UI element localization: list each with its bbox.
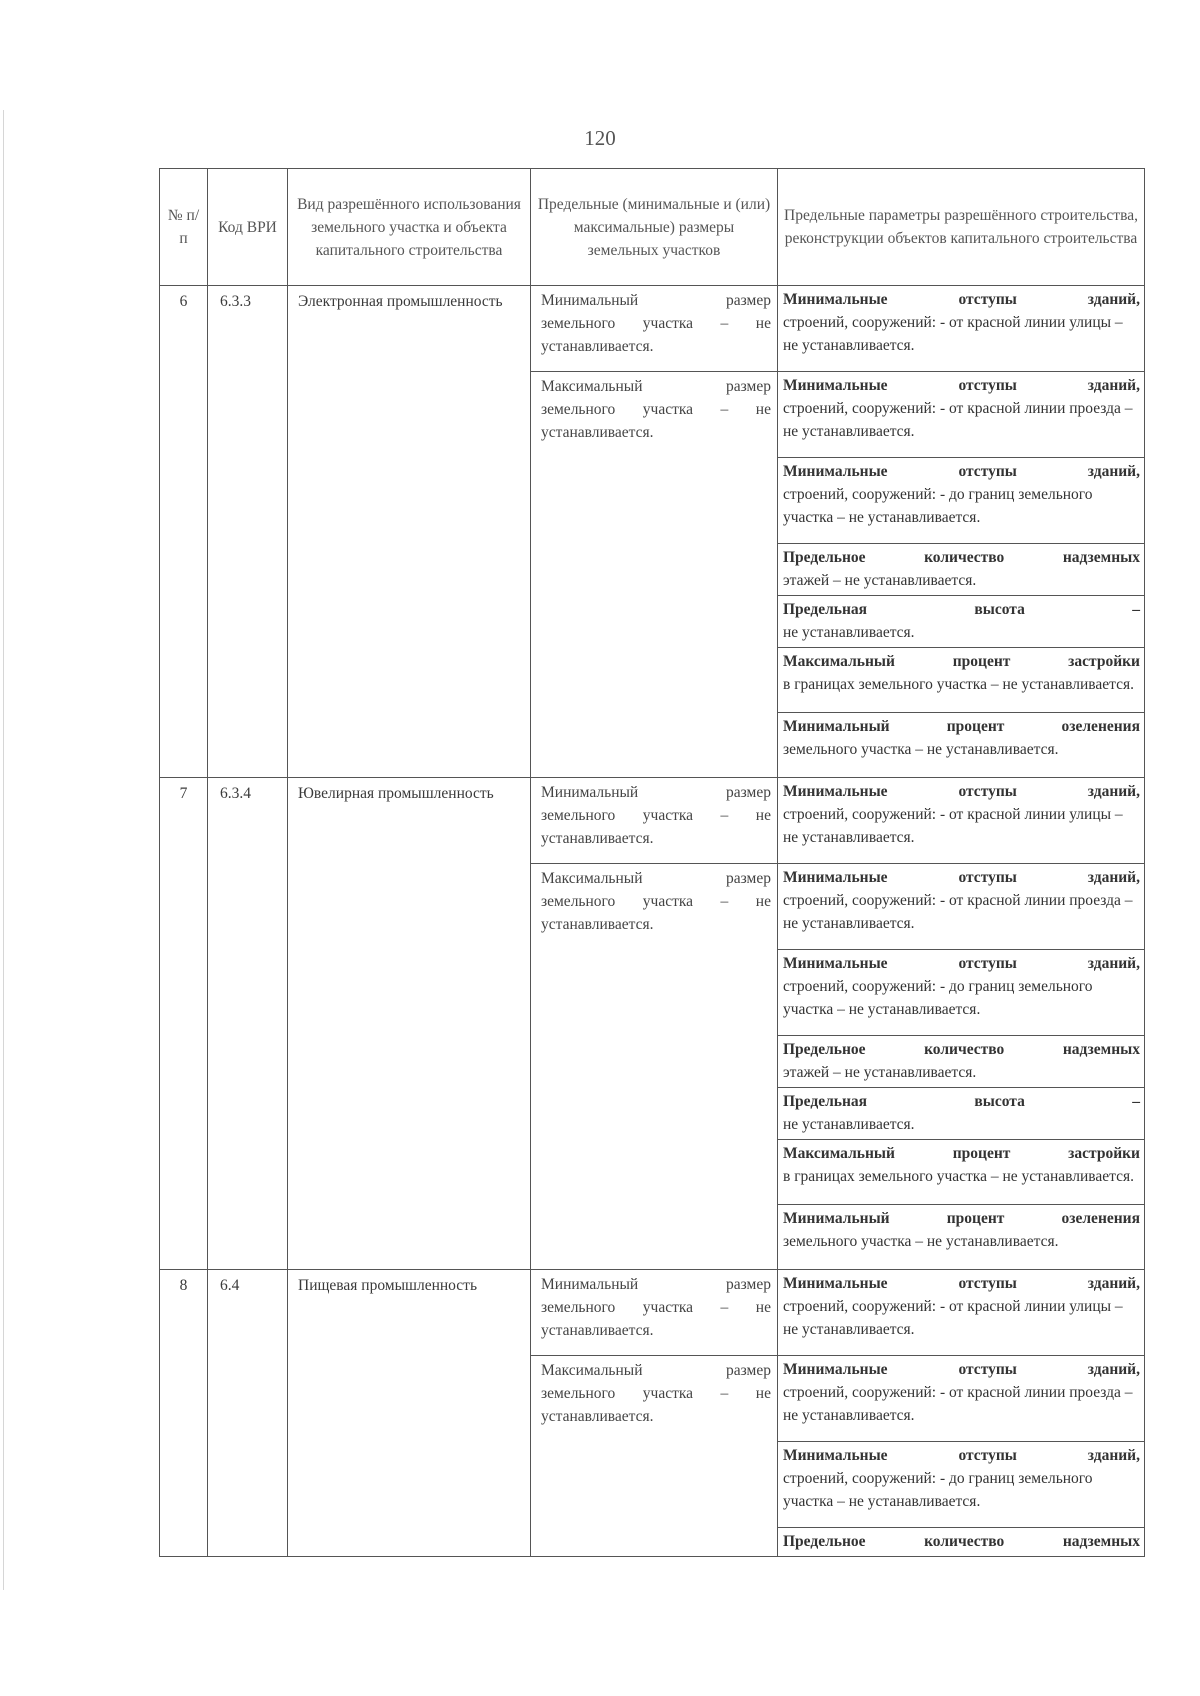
table-header-row [160,169,1145,286]
header-code: Код ВРИ [208,169,288,286]
scan-edge-line [3,110,4,1590]
row-number: 7 [160,778,208,1270]
param-text: этажей – не устанавливается. [783,572,977,589]
land-use-regulations-table [159,168,1145,1557]
header-use-kind: Вид разрешённого использования земельного участка и объекта капитального строительства [288,169,531,286]
param-text: в границах земельного участка – не устанавливается. [783,1168,1135,1185]
construction-param [778,372,1145,458]
use-kind-name: Пищевая промышленность [288,1270,531,1557]
header-lot-sizes: Предельные (минимальные и (или) максимальные) размеры земельных участков [531,169,778,286]
vri-code: 6.3.3 [208,286,288,778]
param-label: Предельная высота – [783,601,1140,618]
min-lot-label: Минимальный размер [541,784,771,801]
page-number: 120 [584,126,616,150]
param-text: земельного участка – не устанавливается. [783,1233,1059,1250]
param-label: Предельное количество надземных [783,549,1140,566]
min-lot-text: земельного участка – не устанавливается. [541,1299,771,1339]
max-lot-text: земельного участка – не устанавливается. [541,893,771,933]
construction-param [778,458,1145,544]
construction-param [778,596,1145,648]
table-row [160,778,1145,864]
min-lot-label: Минимальный размер [541,1276,771,1293]
param-text: строений, сооружений: - до границ земельного участка – не устанавливается. [783,486,1093,526]
param-label: Предельное количество надземных [783,1533,1140,1550]
param-text: земельного участка – не устанавливается. [783,741,1059,758]
vri-code: 6.4 [208,1270,288,1557]
vri-code: 6.3.4 [208,778,288,1270]
construction-param [778,1140,1145,1205]
min-lot-size [531,286,778,372]
param-text: строений, сооружений: - от красной линии проезда – не устанавливается. [783,1384,1133,1424]
header-number: № п/п [160,169,208,286]
param-label: Минимальные отступы зданий, [783,1361,1140,1378]
min-lot-label: Минимальный размер [541,292,771,309]
max-lot-size [531,1356,778,1557]
param-label: Максимальный процент застройки [783,653,1140,670]
min-lot-text: земельного участка – не устанавливается. [541,315,771,355]
use-kind-name: Электронная промышленность [288,286,531,778]
param-text: строений, сооружений: - от красной линии улицы – не устанавливается. [783,314,1123,354]
param-label: Минимальные отступы зданий, [783,291,1140,308]
param-label: Предельное количество надземных [783,1041,1140,1058]
construction-param [778,1205,1145,1270]
construction-param [778,1528,1145,1557]
param-label: Минимальные отступы зданий, [783,783,1140,800]
use-kind-name: Ювелирная промышленность [288,778,531,1270]
param-label: Минимальные отступы зданий, [783,463,1140,480]
row-number: 6 [160,286,208,778]
construction-param [778,1270,1145,1356]
param-label: Минимальный процент озеленения [783,718,1140,735]
header-construction-params: Предельные параметры разрешённого строительства, реконструкции объектов капитального строительства [778,169,1145,286]
construction-param [778,286,1145,372]
param-label: Минимальные отступы зданий, [783,1447,1140,1464]
param-label: Предельная высота – [783,1093,1140,1110]
max-lot-size [531,864,778,1270]
max-lot-label: Максимальный размер [541,1362,771,1379]
param-text: в границах земельного участка – не устанавливается. [783,676,1135,693]
param-label: Минимальные отступы зданий, [783,869,1140,886]
max-lot-text: земельного участка – не устанавливается. [541,1385,771,1425]
param-label: Минимальные отступы зданий, [783,955,1140,972]
construction-param [778,778,1145,864]
param-text: строений, сооружений: - до границ земельного участка – не устанавливается. [783,978,1093,1018]
param-text: строений, сооружений: - от красной линии проезда – не устанавливается. [783,400,1133,440]
param-text: не устанавливается. [783,624,915,641]
construction-param [778,950,1145,1036]
param-text: не устанавливается. [783,1116,915,1133]
construction-param [778,713,1145,778]
param-text: строений, сооружений: - от красной линии проезда – не устанавливается. [783,892,1133,932]
min-lot-size [531,778,778,864]
param-text: строений, сооружений: - от красной линии улицы – не устанавливается. [783,1298,1123,1338]
construction-param [778,1088,1145,1140]
min-lot-size [531,1270,778,1356]
table-row [160,286,1145,372]
construction-param [778,648,1145,713]
max-lot-text: земельного участка – не устанавливается. [541,401,771,441]
construction-param [778,864,1145,950]
param-label: Минимальные отступы зданий, [783,377,1140,394]
construction-param [778,1442,1145,1528]
table-row [160,1270,1145,1356]
param-label: Максимальный процент застройки [783,1145,1140,1162]
param-text: этажей – не устанавливается. [783,1064,977,1081]
max-lot-label: Максимальный размер [541,870,771,887]
construction-param [778,544,1145,596]
min-lot-text: земельного участка – не устанавливается. [541,807,771,847]
max-lot-size [531,372,778,778]
row-number: 8 [160,1270,208,1557]
construction-param [778,1356,1145,1442]
param-label: Минимальный процент озеленения [783,1210,1140,1227]
construction-param [778,1036,1145,1088]
param-text: строений, сооружений: - от красной линии улицы – не устанавливается. [783,806,1123,846]
param-text: строений, сооружений: - до границ земельного участка – не устанавливается. [783,1470,1093,1510]
max-lot-label: Максимальный размер [541,378,771,395]
param-label: Минимальные отступы зданий, [783,1275,1140,1292]
